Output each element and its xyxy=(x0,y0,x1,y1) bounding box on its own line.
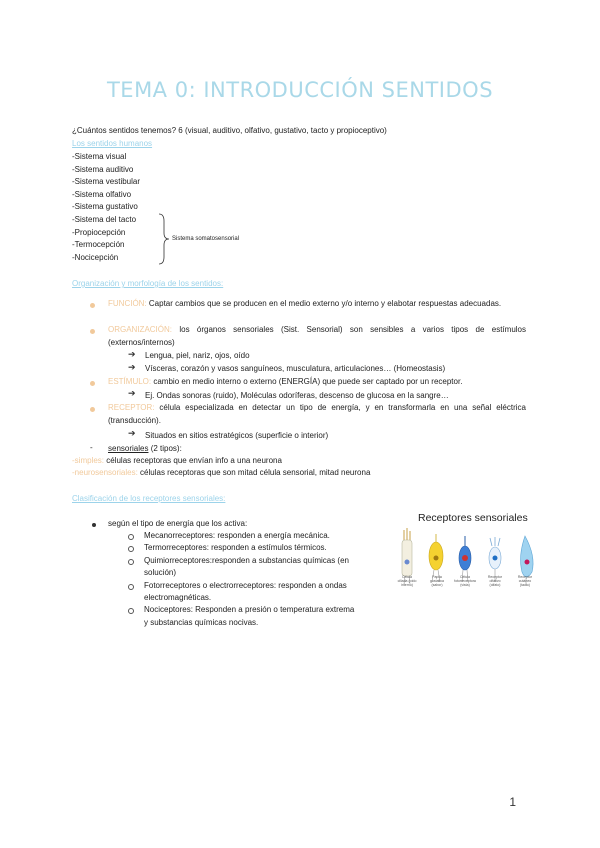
figure-caption xyxy=(392,575,422,587)
figure-caption-line: Papila xyxy=(432,575,442,579)
sense-item: -Sistema del tacto xyxy=(72,214,137,224)
figure-caption-line: olfativo xyxy=(489,579,501,583)
org-sub-2: Vísceras, corazón y vasos sanguíneos, musculatura, articulaciones… (Homeostasis) xyxy=(145,364,446,373)
estimulo-sub: Ej. Ondas sonoras (ruido), Moléculas odoríferas, descenso de glucosa en la sangre… xyxy=(145,391,449,400)
figure-caption-line: gustativa xyxy=(429,579,444,583)
figure-title: Receptores sensoriales xyxy=(418,512,528,524)
sense-item: -Sistema gustativo xyxy=(72,202,138,212)
figure-caption-line: fotorreceptora xyxy=(454,579,476,583)
receptor-type-line: Mecanorreceptores: responden a energía mecánica. xyxy=(144,531,330,540)
arrow-icon: ➔ xyxy=(128,428,136,438)
circle-bullet-icon xyxy=(128,559,134,565)
figure-caption-line: Célula xyxy=(402,575,412,579)
page-title: TEMA 0: INTRODUCCIÓN SENTIDOS xyxy=(106,78,494,102)
receptor-type-line: Nociceptores: Responden a presión o temperatura extrema xyxy=(144,605,355,615)
neuro-text: células receptoras que son mitad célula sensorial, mitad neurona xyxy=(137,468,371,477)
bullet-icon xyxy=(90,381,95,386)
simples-text: células receptoras que envían info a una neurona xyxy=(104,456,282,465)
organizacion-text: los órganos sensoriales (Sist. Sensorial) son sensibles a varios tipos de estímulos (externos/internos) xyxy=(108,325,526,347)
question-text: ¿Cuántos sentidos tenemos? 6 (visual, auditivo, olfativo, gustativo, tacto y propioceptivo) xyxy=(72,126,387,135)
arrow-icon: ➔ xyxy=(128,362,136,372)
organizacion-item xyxy=(108,324,526,350)
segun-text: según el tipo de energía que los activa: xyxy=(108,519,248,528)
organizacion-label: ORGANIZACIÓN: xyxy=(108,325,173,334)
receptor-type-line: electromagnéticas. xyxy=(144,593,212,602)
receptor-type-line: y substancias químicas nocivas. xyxy=(144,617,259,627)
figure-caption-line: ciliada (oído xyxy=(397,579,417,583)
figure-caption xyxy=(510,575,540,587)
organization-heading: Organización y morfología de los sentidos: xyxy=(72,279,224,288)
estimulo-text: cambio en medio interno o externo (ENERGÍA) que puede ser captado por un receptor. xyxy=(153,377,463,386)
figure-caption-line: Receptor xyxy=(487,575,503,579)
receptor-text: célula especializada en detectar un tipo de energía, y en transformarla en una señal eléctrica (transducción). xyxy=(108,403,526,425)
bullet-icon xyxy=(92,523,96,527)
sense-item: -Sistema visual xyxy=(72,152,127,161)
circle-bullet-icon xyxy=(128,534,134,540)
sensoriales-text: (2 tipos): xyxy=(148,444,182,453)
figure-caption-line: Célula xyxy=(460,575,470,579)
simples-line xyxy=(72,455,282,468)
arrow-icon: ➔ xyxy=(128,349,136,359)
brace-icon xyxy=(158,213,170,265)
bullet-icon xyxy=(90,329,95,334)
figure-captions xyxy=(392,575,552,601)
receptor-item xyxy=(108,402,526,428)
neuro-line xyxy=(72,467,370,480)
figure-caption xyxy=(450,575,480,587)
figure-caption-line: Receptor xyxy=(517,575,533,579)
sensoriales-line xyxy=(108,443,182,456)
org-sub-1: Lengua, piel, nariz, ojos, oído xyxy=(145,351,250,360)
estimulo-item xyxy=(108,376,462,389)
simples-label: -simples: xyxy=(72,456,105,465)
sense-item: -Sistema vestibular xyxy=(72,177,141,187)
neuro-label: -neurosensoriales: xyxy=(72,468,138,477)
receptor-type-line: Quimiorreceptores:responden a substancias químicas (en xyxy=(144,555,349,565)
sense-item: -Sistema olfativo xyxy=(72,189,132,199)
sensoriales-label: sensoriales xyxy=(108,444,149,453)
figure-caption xyxy=(422,575,452,587)
figure-caption-line: cutáneo xyxy=(518,579,532,583)
bullet-icon xyxy=(90,407,95,412)
sense-item: -Propiocepción xyxy=(72,227,126,237)
sense-item: -Sistema auditivo xyxy=(72,164,134,174)
funcion-text: Captar cambios que se producen en el medio externo y/o interno y elabotar respuestas adecuadas. xyxy=(148,299,502,308)
figure-caption-line: interno) xyxy=(401,583,413,587)
funcion-label: FUNCIÓN: xyxy=(108,299,147,308)
arrow-icon: ➔ xyxy=(128,388,136,398)
circle-bullet-icon xyxy=(128,546,134,552)
figure-caption-line: (sabor) xyxy=(431,583,443,587)
senses-list xyxy=(72,151,140,264)
figure-caption-line: (vista) xyxy=(460,583,470,587)
sense-item: -Nocicepción xyxy=(72,252,119,262)
circle-bullet-icon xyxy=(128,584,134,590)
somatosensorial-label: Sistema somatosensorial xyxy=(172,236,240,242)
figure-caption-line: (olfato) xyxy=(489,583,501,587)
sense-item: -Termocepción xyxy=(72,240,125,250)
estimulo-label: ESTÍMULO: xyxy=(108,377,152,386)
figure-caption xyxy=(480,575,510,587)
receptor-type-line: solución) xyxy=(144,568,177,578)
page-number: 1 xyxy=(509,795,516,809)
circle-bullet-icon xyxy=(128,608,134,614)
receptor-label: RECEPTOR: xyxy=(108,403,155,412)
senses-heading: Los sentidos humanos xyxy=(72,139,153,148)
figure-caption-line: (tacto) xyxy=(520,583,530,587)
dash-marker: - xyxy=(90,443,93,452)
funcion-item xyxy=(108,298,526,311)
receptor-sub: Situados en sitios estratégicos (superficie o interior) xyxy=(145,431,329,440)
receptor-type-line: Fotorreceptores o electrorreceptores: responden a ondas xyxy=(144,580,347,590)
bullet-icon xyxy=(90,303,95,308)
classification-heading: Clasificación de los receptores sensoriales: xyxy=(72,494,226,503)
receptor-type-line: Termorreceptores: responden a estímulos térmicos. xyxy=(144,543,327,553)
